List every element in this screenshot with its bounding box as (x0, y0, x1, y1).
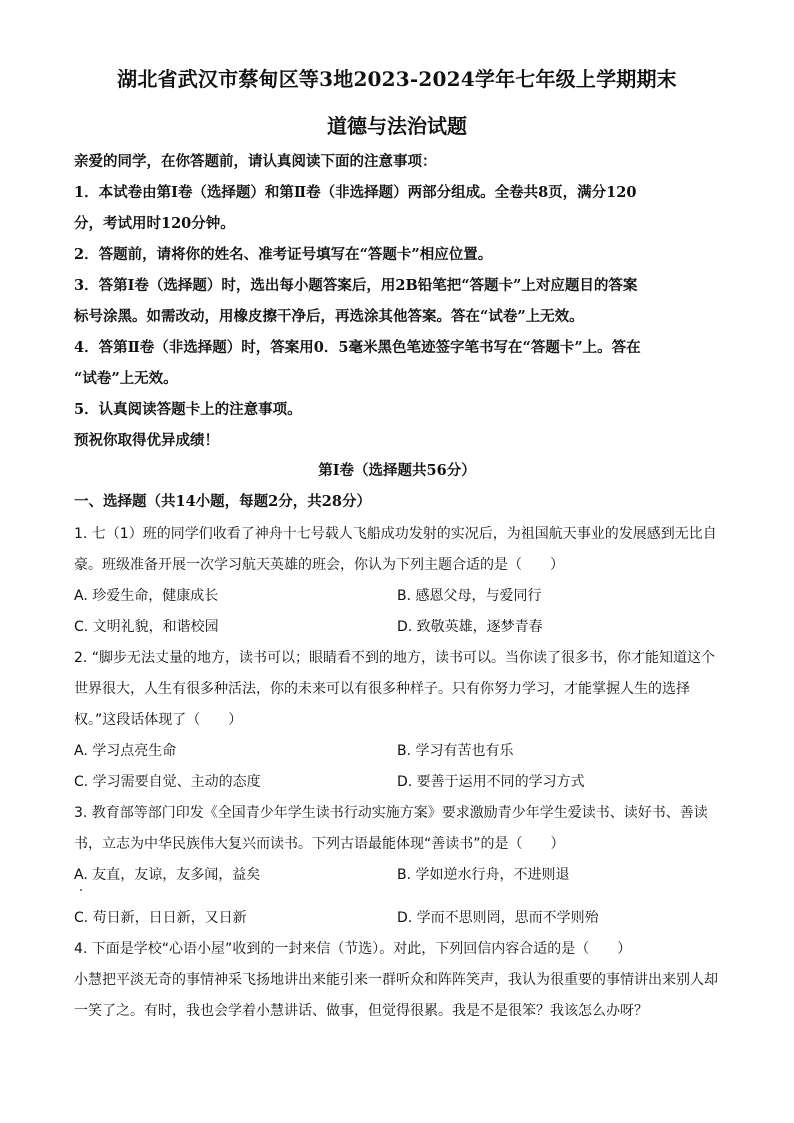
question-2-options (74, 736, 724, 798)
option-a: A. 友直，友谅，友多闻，益矣 (74, 867, 261, 883)
notice-line: 预祝你取得优异成绩！ (74, 432, 219, 449)
notice-line: 3．答第Ⅰ卷（选择题）时，选出每小题答案后，用2B铅笔把“答题卡”上对应题目的答案 (74, 277, 638, 294)
option-d: D. 要善于运用不同的学习方式 (397, 774, 585, 790)
option-a: A. 学习点亮生命 (74, 743, 177, 759)
notice-line: 4．答第Ⅱ卷（非选择题）时，答案用0．5毫米黑色笔迹签字笔书写在“答题卡”上。答在 (74, 339, 641, 356)
notice-line: 标号涂黑。如需改动，用橡皮擦干净后，再选涂其他答案。答在“试卷”上无效。 (74, 308, 584, 325)
exam-subject-title: 道德与法治试题 (327, 114, 467, 138)
option-b: B. 感恩父母，与爱同行 (397, 588, 542, 604)
option-b: B. 学如逆水行舟，不进则退 (397, 867, 570, 883)
notice-line: 1．本试卷由第Ⅰ卷（选择题）和第Ⅱ卷（非选择题）两部分组成。全卷共8页，满分120 (74, 184, 637, 201)
question-text: 豪。班级准备开展一次学习航天英雄的班会，你认为下列主题合适的是（ ） (74, 557, 564, 573)
option-d: D. 学而不思则罔，思而不学则殆 (397, 910, 599, 926)
notice-line: 亲爱的同学，在你答题前，请认真阅读下面的注意事项： (74, 153, 437, 170)
notice-block (74, 146, 724, 456)
question-1-options (74, 581, 724, 643)
question-3 (74, 798, 724, 860)
option-c: C. 苟日新，日日新，又日新 (74, 910, 247, 926)
notice-line: 分，考试用时120分钟。 (74, 215, 235, 232)
section-heading: 一、选择题（共14小题，每题2分，共28分） (74, 493, 371, 510)
question-1 (74, 519, 724, 581)
question-text: 1. 七（1）班的同学们收看了神舟十七号载人飞船成功发射的实况后，为祖国航天事业的发展感到无比自 (74, 526, 717, 542)
letter-text: 一笑了之。有时，我也会学着小慧讲话、做事，但觉得很累。我是不是很笨？我该怎么办呀？ (74, 1003, 648, 1019)
option-c: C. 文明礼貌，和谐校园 (74, 619, 219, 635)
notice-line: 2．答题前，请将你的姓名、准考证号填写在“答题卡”相应位置。 (74, 246, 493, 263)
question-text: 4. 下面是学校“心语小屋”收到的一封来信（节选）。对此，下列回信内容合适的是（ ） (74, 941, 632, 957)
question-4 (74, 934, 724, 1027)
exam-title: 湖北省武汉市蔡甸区等3地2023-2024学年七年级上学期期末 (117, 67, 677, 91)
question-text: 世界很大，人生有很多种活法，你的未来可以有很多种样子。只有你努力学习，才能掌握人生的选择 (74, 681, 690, 697)
question-3-options (74, 860, 724, 934)
question-text: 权。”这段话体现了（ ） (74, 712, 243, 728)
option-d: D. 致敬英雄，逐梦青春 (397, 619, 543, 635)
notice-line: 5．认真阅读答题卡上的注意事项。 (74, 401, 302, 418)
question-text: 2. “脚步无法丈量的地方，读书可以；眼睛看不到的地方，读书可以。当你读了很多书，你才能知道这个 (74, 650, 716, 666)
question-2 (74, 643, 724, 736)
option-c: C. 学习需要自觉、主动的态度 (74, 774, 261, 790)
notice-line: “试卷”上无效。 (74, 370, 178, 387)
part-one-heading: 第Ⅰ卷（选择题共56分） (318, 462, 476, 479)
option-b: B. 学习有苦也有乐 (397, 743, 514, 759)
question-text: 书，立志为中华民族伟大复兴而读书。下列古语最能体现“善读书”的是（ ） (74, 836, 565, 852)
letter-text: 小慧把平淡无奇的事情神采飞扬地讲出来能引来一群听众和阵阵笑声，我认为很重要的事情讲出来别人却 (74, 972, 718, 988)
question-text: 3. 教育部等部门印发《全国青少年学生读书行动实施方案》要求激励青少年学生爱读书、读好书、善读 (74, 805, 708, 821)
option-a: A. 珍爱生命，健康成长 (74, 588, 219, 604)
stray-mark (80, 889, 82, 891)
